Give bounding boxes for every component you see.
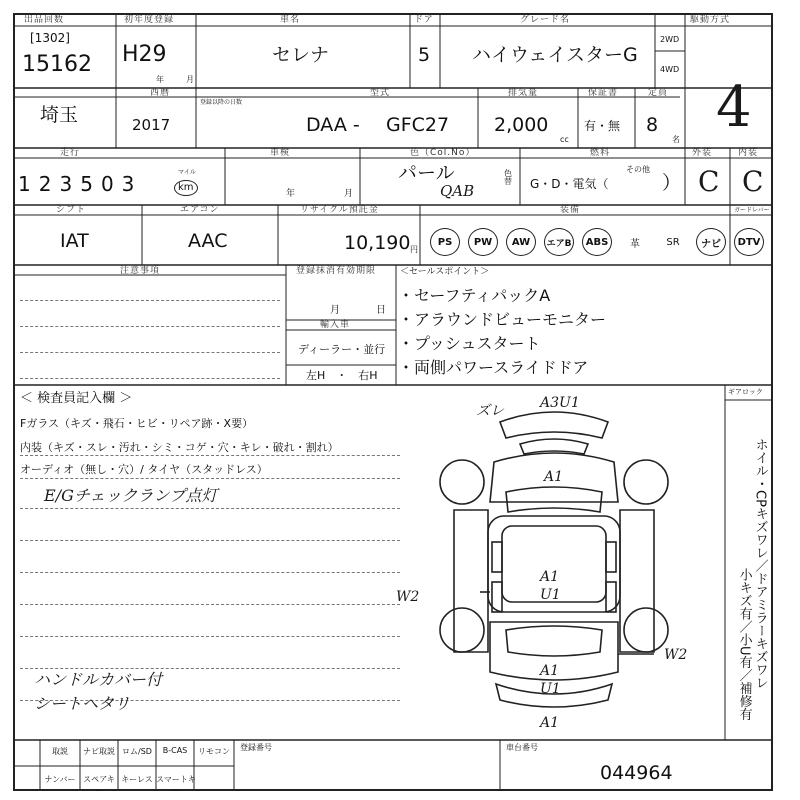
warranty-value: 有・無 xyxy=(584,119,621,133)
label-import: 輸入車 xyxy=(320,320,351,330)
displacement-unit: cc xyxy=(560,135,569,144)
reg-day: 日 xyxy=(376,305,386,316)
label-doors: ドア xyxy=(414,15,434,25)
label-western-year: 西暦 xyxy=(150,88,171,98)
inspection-title: ＜ 検査員記入欄 ＞ xyxy=(20,391,133,406)
model-code: GFC27 xyxy=(386,114,450,136)
label-drive: 駆動方式 xyxy=(690,15,731,25)
handle-side: 左H ・ 右H xyxy=(306,369,378,382)
footer-items-bottom xyxy=(40,774,196,796)
damage-mark: W2 xyxy=(664,647,688,663)
days-note: 登録以降の日数 xyxy=(200,99,243,106)
footer-item: B-CAS xyxy=(162,746,188,755)
region: 埼玉 xyxy=(40,104,79,126)
footer-item: スペアキー xyxy=(83,775,115,795)
label-model-type: 型式 xyxy=(370,88,391,98)
damage-mark: A3U1 xyxy=(540,395,580,411)
label-equipment: 装備 xyxy=(560,205,581,215)
car-name: セレナ xyxy=(272,44,330,66)
damage-mark: A1 xyxy=(540,569,560,585)
fuel-other: その他 xyxy=(626,165,650,174)
label-capacity: 定員 xyxy=(648,88,669,98)
overall-score: 4 xyxy=(716,75,752,140)
color-name: パール xyxy=(398,162,455,184)
western-year: 2017 xyxy=(132,116,171,134)
label-displacement: 排気量 xyxy=(508,88,539,98)
lot-number: 15162 xyxy=(22,52,92,77)
equip-navi: ナビ xyxy=(696,228,726,256)
equipment-list xyxy=(430,228,770,258)
capacity: 8 xyxy=(646,114,659,136)
footer-item: リモコン xyxy=(198,747,230,756)
mileage-unit-km: km xyxy=(174,180,198,196)
year-unit: 年 xyxy=(156,75,164,84)
footer-items-top xyxy=(40,746,234,757)
sales-point: ・プッシュスタート xyxy=(398,334,541,353)
equip-pw: PW xyxy=(468,228,498,256)
grade-name: ハイウェイスターG xyxy=(472,44,638,66)
equip-dtv: DTV xyxy=(734,228,764,256)
inspection-glass: Fガラス（キズ・飛石・ヒビ・リペア跡・X要） xyxy=(20,417,254,430)
damage-mark: A1 xyxy=(540,663,560,679)
drive-2wd: 2WD xyxy=(660,35,680,44)
sales-point: ・両側パワースライドドア xyxy=(398,358,589,377)
model-prefix: DAA - xyxy=(306,114,360,136)
damage-mark: A1 xyxy=(540,715,560,731)
session-number: [1302] xyxy=(30,31,70,45)
label-shaken: 車検 xyxy=(270,148,291,158)
recycle-fee: 10,190 xyxy=(344,232,411,254)
label-session: 出品回数 xyxy=(24,15,65,25)
reg-year-era: H29 xyxy=(122,42,167,67)
drive-4wd: 4WD xyxy=(660,65,680,74)
label-guard: ガードレバー xyxy=(734,207,770,214)
inspection-interior: 内装（キズ・スレ・汚れ・シミ・コゲ・穴・キレ・破れ・割れ） xyxy=(20,441,339,454)
mileage-digit: 3 xyxy=(59,172,73,196)
equip-aw: AW xyxy=(506,228,536,256)
footer-item: キーレス xyxy=(121,775,153,784)
shaken-month-unit: 月 xyxy=(344,189,354,199)
sales-point: ・セーフティパックA xyxy=(398,286,551,305)
mileage-digit: 3 xyxy=(121,172,135,196)
mileage-unit-mile: マイル xyxy=(178,169,196,176)
sales-point: ・アラウンドビューモニター xyxy=(398,310,607,329)
sales-points xyxy=(398,284,606,380)
footer-item: スマートキー xyxy=(156,775,196,795)
capacity-unit: 名 xyxy=(672,135,680,144)
damage-mark: U1 xyxy=(540,681,561,697)
label-attention: 注意事項 xyxy=(120,266,161,276)
footer-item: ナンバー xyxy=(44,775,76,784)
chassis-number: 044964 xyxy=(600,762,673,784)
damage-mark: U1 xyxy=(540,587,561,603)
interior-grade: C xyxy=(742,165,764,198)
inspection-audio: オーディオ（無し・穴）/ タイヤ（スタッドレス） xyxy=(20,463,268,476)
label-car-name: 車名 xyxy=(280,15,301,25)
door-count: 5 xyxy=(418,44,431,66)
label-recycle: リサイクル預託金 xyxy=(300,205,379,215)
equip-sunroof: SR xyxy=(666,236,680,248)
mileage-digit: 0 xyxy=(100,172,114,196)
month-unit: 月 xyxy=(186,75,194,84)
side-note: 小キズ有／小U有／補修有 xyxy=(736,568,752,721)
fuel-types: G・D・電気（ xyxy=(530,177,609,191)
shift-type: IAT xyxy=(60,230,89,252)
damage-mark: ズレ xyxy=(476,403,504,419)
footer-item: 取説 xyxy=(52,747,68,756)
displacement: 2,000 xyxy=(494,114,549,136)
mileage-digits xyxy=(18,172,134,196)
equip-abs: ABS xyxy=(582,228,612,256)
damage-mark: A1 xyxy=(544,469,564,485)
fuel-close: ） xyxy=(662,172,682,194)
mileage-digit: 5 xyxy=(80,172,93,196)
label-chassis-number: 車台番号 xyxy=(506,743,538,752)
handwritten-note: E/Gチェックランプ点灯 xyxy=(44,486,218,505)
equip-airbag: エアB xyxy=(544,228,574,256)
handwritten-note: ハンドルカバー付 xyxy=(34,670,163,689)
label-mileage: 走行 xyxy=(60,148,81,158)
damage-mark: W2 xyxy=(396,589,420,605)
label-interior: 内装 xyxy=(738,148,759,158)
exterior-grade: C xyxy=(698,165,720,198)
label-gear-lock: ギアロック xyxy=(728,388,763,396)
reg-month: 月 xyxy=(330,305,340,316)
footer-item: ナビ取説 xyxy=(83,747,115,756)
label-aircon: エアコン xyxy=(180,205,220,215)
aircon-type: AAC xyxy=(188,230,228,252)
label-reg-expiry: 登録抹消有効期限 xyxy=(296,266,377,276)
label-fuel: 燃料 xyxy=(590,148,611,158)
label-year: 初年度登録 xyxy=(124,15,175,25)
color-change: 色替 xyxy=(504,169,512,186)
label-registration-number: 登録番号 xyxy=(240,743,272,752)
equip-leather: 革 xyxy=(630,238,640,250)
handwritten-note: シートヘタリ xyxy=(34,694,131,713)
label-sales-points: ＜セールスポイント＞ xyxy=(400,267,490,277)
recycle-unit: 円 xyxy=(410,245,418,254)
label-shift: シフト xyxy=(56,205,87,215)
color-code: QAB xyxy=(440,182,475,200)
side-note: ホイル・CPキズワレ／ドアミラーキズワレ xyxy=(752,438,768,689)
shaken-year-unit: 年 xyxy=(286,189,296,199)
footer-item: ロム/SD xyxy=(122,747,152,756)
import-type: ディーラー・並行 xyxy=(298,343,386,356)
label-color: 色（Col.No） xyxy=(410,148,476,158)
equip-ps: PS xyxy=(430,228,460,256)
label-grade: グレード名 xyxy=(520,15,571,25)
label-exterior: 外装 xyxy=(692,148,713,158)
mileage-digit: 2 xyxy=(38,172,52,196)
mileage-digit: 1 xyxy=(18,172,31,196)
label-warranty: 保証書 xyxy=(588,88,619,98)
